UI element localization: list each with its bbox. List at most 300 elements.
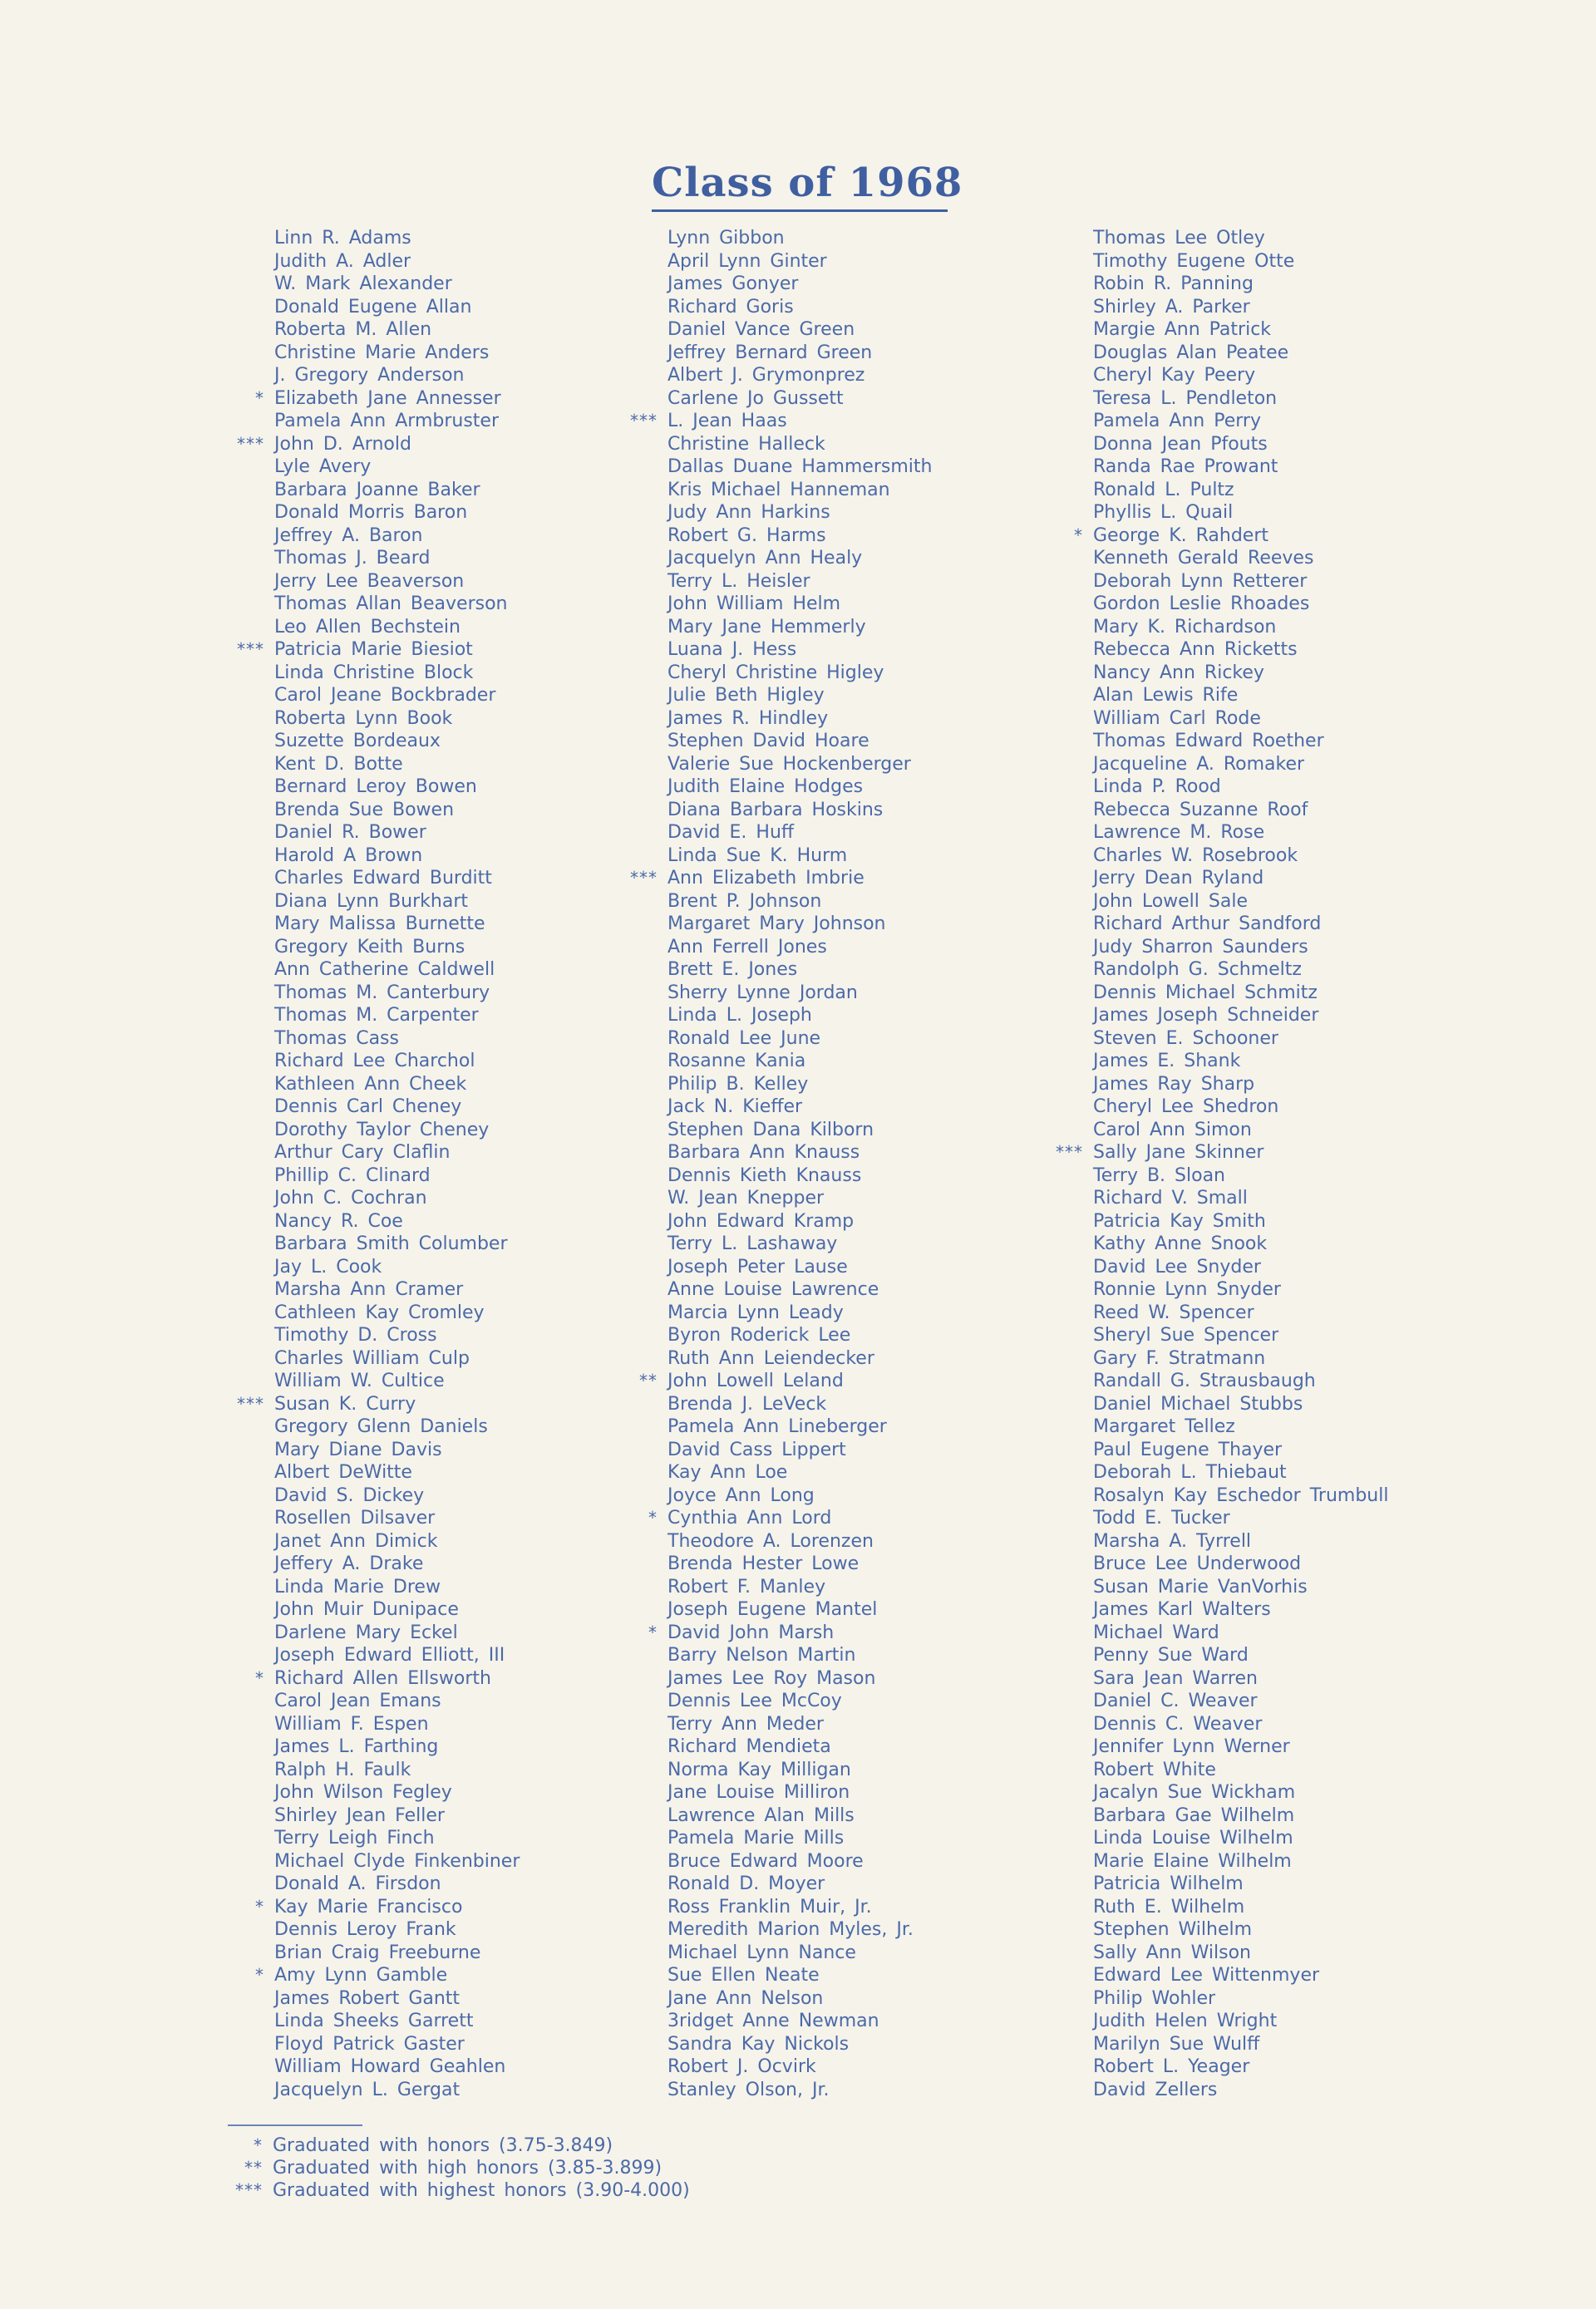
graduate-name-text: Stephen Dana Kilborn [667,1119,874,1140]
graduate-name-text: Dorothy Taylor Cheney [274,1119,490,1140]
graduate-name [667,1141,932,1164]
graduate-name-text: Sara Jean Warren [1093,1667,1258,1689]
graduate-name-text: Phillip C. Clinard [274,1164,431,1186]
graduate-name [1093,867,1388,890]
graduate-name-text: Randa Rae Prowant [1093,456,1278,477]
graduate-name-text: Barbara Smith Columber [274,1233,508,1254]
graduate-name-text: John William Helm [667,593,841,614]
graduate-name-text: Thomas Allan Beaverson [274,593,508,614]
graduate-name-text: 3ridget Anne Newman [667,2011,879,2031]
graduate-name-text: Marsha Ann Cramer [274,1279,464,1300]
graduate-name [667,2033,932,2056]
graduate-name [667,1530,932,1553]
graduate-name-text: Margaret Tellez [1093,1416,1235,1437]
graduate-name [1093,1942,1388,1965]
graduate-name [1093,547,1388,570]
title-underline [652,209,948,212]
graduate-name [1093,638,1388,662]
graduate-name [667,1256,932,1279]
graduate-name-text: Alan Lewis Rife [1093,685,1239,706]
graduate-name [667,547,932,570]
graduate-name [274,2010,520,2033]
graduate-name [1093,1393,1388,1416]
graduate-name [1093,342,1388,365]
graduate-name [667,318,932,342]
graduate-name-text: Julie Beth Higley [667,685,825,706]
graduate-name [274,1347,520,1371]
graduate-name-text: David Zellers [1093,2079,1218,2100]
footnotes [235,2134,690,2202]
graduate-name [274,1141,520,1164]
graduate-name-text: John D. Arnold [274,433,411,455]
graduate-name-text: Terry L. Heisler [667,570,810,592]
graduate-name-text: Margie Ann Patrick [1093,319,1272,340]
graduate-name-text: Linda Christine Block [274,662,474,683]
graduate-name-text: Thomas Cass [274,1027,399,1049]
graduate-name [1093,1964,1388,1987]
graduate-name [1093,821,1388,844]
graduate-name [274,1553,520,1576]
graduate-name [237,1393,520,1416]
graduate-name [274,501,520,524]
graduate-name-text: Jane Louise Milliron [667,1782,850,1803]
graduate-name [1093,1850,1388,1873]
graduate-name [1093,662,1388,685]
graduate-name [1093,1873,1388,1896]
graduate-name [667,1233,932,1256]
graduate-name [274,1644,520,1667]
graduate-name-text: John Lowell Leland [667,1371,844,1391]
graduate-name [1093,753,1388,776]
graduate-name-text: David John Marsh [667,1622,835,1643]
graduate-name [667,775,932,799]
graduate-name [1093,958,1388,982]
graduate-name [274,1233,520,1256]
footnote-divider [228,2124,362,2126]
graduate-name-text: James Gonyer [667,273,799,294]
graduate-name [274,1187,520,1210]
graduate-name-text: Joseph Edward Elliott, III [274,1645,505,1666]
graduate-name [667,753,932,776]
graduate-name-text: Roberta Lynn Book [274,707,453,729]
honors-marker: * [255,1896,264,1917]
graduate-name [667,958,932,982]
graduate-name-text: Judy Sharron Saunders [1093,936,1308,958]
graduate-name-text: Valerie Sue Hockenberger [667,753,911,775]
graduate-name [1093,1164,1388,1188]
graduate-name [1093,844,1388,868]
graduate-name [1093,1256,1388,1279]
graduate-name-text: Rebecca Suzanne Roof [1093,799,1308,820]
graduate-name-text: Donna Jean Pfouts [1093,433,1268,455]
graduate-name-text: Bernard Leroy Bowen [274,776,477,797]
graduate-name-text: Sherry Lynne Jordan [667,982,858,1003]
graduate-name [667,1873,932,1896]
graduate-name [1093,1302,1388,1325]
graduate-name-text: Nancy Ann Rickey [1093,662,1264,683]
graduate-name-text: Linda Sheeks Garrett [274,2011,474,2031]
graduate-name [274,707,520,731]
graduate-name [667,1187,932,1210]
graduate-name-text: Jeffrey A. Baron [274,524,423,546]
graduate-name-text: Terry Leigh Finch [274,1828,435,1849]
graduate-name-text: Terry L. Lashaway [667,1233,838,1254]
graduate-name-text: Cynthia Ann Lord [667,1508,832,1529]
graduate-name [630,410,932,433]
graduate-name [1093,2010,1388,2033]
graduate-name [667,296,932,319]
graduate-name-text: Judy Ann Harkins [667,502,830,523]
graduate-name-text: Linda Marie Drew [274,1576,441,1598]
graduate-name-text: James L. Farthing [274,1736,439,1757]
graduate-name-text: Randall G. Strausbaugh [1093,1371,1316,1391]
graduate-name [667,1050,932,1073]
graduate-name [274,2079,520,2102]
graduate-name-text: Amy Lynn Gamble [274,1965,448,1986]
graduate-name [667,1735,932,1759]
graduate-name [667,2055,932,2079]
graduate-name-text: Carol Jean Emans [274,1691,441,1711]
graduate-name [1093,1759,1388,1782]
graduate-name-text: James Lee Roy Mason [667,1667,876,1689]
graduate-name [274,2055,520,2079]
graduate-name-text: Thomas J. Beard [274,548,431,569]
graduate-name-text: Daniel Michael Stubbs [1093,1393,1303,1415]
graduate-name [274,547,520,570]
graduate-name [667,1484,932,1508]
graduate-name-text: Sally Ann Wilson [1093,1942,1251,1963]
graduate-name-text: Sue Ellen Neate [667,1965,820,1986]
graduate-name [1093,433,1388,456]
graduate-name [1093,890,1388,913]
graduate-name [274,1918,520,1942]
graduate-name-text: Susan Marie VanVorhis [1093,1576,1308,1598]
graduate-name-text: Lawrence M. Rose [1093,822,1265,843]
graduate-name [1093,1827,1388,1850]
graduate-name [667,501,932,524]
graduate-name [1093,479,1388,502]
graduate-name [1093,1507,1388,1530]
graduate-name [274,1370,520,1393]
graduate-name-text: Brent P. Johnson [667,890,822,912]
graduate-name [667,1896,932,1919]
graduate-name-text: John Muir Dunipace [274,1599,459,1620]
graduate-name [1093,1781,1388,1804]
graduate-name-text: Penny Sue Ward [1093,1645,1249,1666]
graduate-name [274,1050,520,1073]
graduate-name-text: David Lee Snyder [1093,1256,1261,1278]
graduate-name [667,1827,932,1850]
graduate-name-text: Pamela Ann Perry [1093,411,1261,431]
graduate-name [667,1987,932,2011]
graduate-name [274,2033,520,2056]
graduate-name-text: Patricia Wilhelm [1093,1873,1244,1894]
graduate-name [274,844,520,868]
graduate-name-text: Teresa L. Pendleton [1093,387,1278,409]
graduate-name [274,821,520,844]
graduate-name [667,387,932,411]
graduate-name-text: John Wilson Fegley [274,1782,452,1803]
graduate-name [274,1439,520,1462]
graduate-name [1056,1141,1388,1164]
graduate-name [667,1073,932,1096]
graduate-name-text: Rosanne Kania [667,1051,806,1071]
graduate-name [1093,455,1388,479]
graduate-name-text: Joseph Peter Lause [667,1256,848,1278]
graduate-name-text: Carlene Jo Gussett [667,387,844,409]
graduate-name [274,455,520,479]
name-column-3 [1056,227,1389,2101]
graduate-name [667,1667,932,1691]
graduate-name [274,958,520,982]
graduate-name-text: Robert J. Ocvirk [667,2056,816,2077]
graduate-name-text: Lawrence Alan Mills [667,1804,855,1826]
graduate-name-text: Floyd Patrick Gaster [274,2033,465,2055]
graduate-name-text: Timothy D. Cross [274,1325,437,1346]
graduate-name [237,638,520,662]
graduate-name [667,982,932,1005]
graduate-name-text: Kenneth Gerald Reeves [1093,548,1314,569]
graduate-name [1093,364,1388,387]
graduate-name-text: Lynn Gibbon [667,228,785,249]
graduate-name-text: Marcia Lynn Leady [667,1302,844,1323]
graduate-name-text: Charles Edward Burditt [274,868,492,889]
graduate-name-text: Cheryl Kay Peery [1093,365,1256,386]
graduate-name [1093,296,1388,319]
graduate-name [1093,982,1388,1005]
graduate-name-text: Stephen Wilhelm [1093,1919,1253,1940]
graduate-name-text: Jane Ann Nelson [667,1987,824,2009]
graduate-name-text: Dennis Kieth Knauss [667,1164,862,1186]
graduate-name-text: Richard Arthur Sandford [1093,913,1322,934]
graduate-name-text: Dallas Duane Hammersmith [667,456,933,477]
graduate-name [274,1759,520,1782]
graduate-name-text: Darlene Mary Eckel [274,1622,458,1643]
graduate-name [1093,1095,1388,1119]
graduate-name-text: Meredith Marion Myles, Jr. [667,1919,914,1940]
graduate-name [1093,1667,1388,1691]
graduate-name [1093,501,1388,524]
graduate-name-text: Harold A Brown [274,844,423,866]
graduate-name-text: Cheryl Christine Higley [667,662,884,683]
graduate-name-text: Rosalyn Kay Eschedor Trumbull [1093,1484,1389,1506]
name-column-2 [630,227,933,2101]
graduate-name [667,1004,932,1027]
graduate-name-text: Robert White [1093,1759,1216,1780]
graduate-name-text: Jerry Lee Beaverson [274,570,465,592]
graduate-name [274,799,520,822]
graduate-name-text: Charles William Culp [274,1347,470,1369]
graduate-name-text: Robin R. Panning [1093,273,1254,294]
graduate-name [274,936,520,959]
graduate-name [1093,1119,1388,1142]
graduate-name-text: Diana Lynn Burkhart [274,890,469,912]
graduate-name [274,913,520,936]
graduate-name-text: Dennis Michael Schmitz [1093,982,1318,1003]
graduate-name [1093,387,1388,411]
graduate-name [1093,1210,1388,1233]
graduate-name-text: Theodore A. Lorenzen [667,1530,874,1552]
graduate-name [667,1804,932,1828]
graduate-name-text: Patricia Kay Smith [1093,1210,1266,1232]
graduate-name [667,2079,932,2102]
graduate-name-text: Lyle Avery [274,456,372,477]
graduate-name [667,1302,932,1325]
graduate-name [1093,250,1388,273]
graduate-name-text: Linn R. Adams [274,228,411,249]
graduate-name [667,1942,932,1965]
graduate-name [667,1644,932,1667]
footnote [244,2157,690,2179]
graduate-name-text: Stanley Olson, Jr. [667,2079,830,2100]
graduate-name [1093,1735,1388,1759]
graduate-name [274,227,520,250]
graduate-name [274,1804,520,1828]
graduate-name [667,1027,932,1051]
graduate-name [274,1302,520,1325]
graduate-name [667,1439,932,1462]
footnote-marker: ** [244,2158,263,2178]
graduate-name-text: Reed W. Spencer [1093,1302,1254,1323]
graduate-name-text: William F. Espen [274,1713,429,1735]
graduate-name [1093,593,1388,616]
graduate-name [667,250,932,273]
graduate-name-text: Shirley A. Parker [1093,296,1250,318]
graduate-name [1093,1187,1388,1210]
graduate-name-text: Phyllis L. Quail [1093,502,1234,523]
graduate-name-text: Kay Ann Loe [667,1462,788,1483]
graduate-name-text: Luana J. Hess [667,639,797,660]
graduate-name [667,1598,932,1622]
graduate-name [667,1713,932,1736]
graduate-name [274,1324,520,1347]
graduate-name [1093,1347,1388,1371]
graduate-name-text: Suzette Bordeaux [274,731,441,751]
graduate-name [667,1095,932,1119]
graduate-name [667,1918,932,1942]
graduate-name [274,1530,520,1553]
graduate-name [667,1553,932,1576]
graduate-name [1093,1233,1388,1256]
graduate-name [1093,1004,1388,1027]
graduate-name [667,821,932,844]
graduate-name [1093,1576,1388,1599]
graduate-name [1093,1804,1388,1828]
graduate-name [667,524,932,548]
graduate-name [667,662,932,685]
graduate-name-text: Thomas M. Canterbury [274,982,490,1003]
graduate-name-text: Joyce Ann Long [667,1484,815,1506]
graduate-name-text: Barbara Gae Wilhelm [1093,1804,1295,1826]
graduate-name-text: Gary F. Stratmann [1093,1347,1266,1369]
graduate-name [274,1576,520,1599]
graduate-name-text: Donald Eugene Allan [274,296,472,318]
graduate-name [274,593,520,616]
graduate-name-text: Marilyn Sue Wulff [1093,2033,1260,2055]
graduate-name-text: Brenda J. LeVeck [667,1393,827,1415]
graduate-name-text: Barbara Ann Knauss [667,1142,860,1163]
honors-marker: *** [237,639,264,659]
graduate-name [1074,524,1388,548]
graduate-name [1093,1415,1388,1439]
graduate-name-text: Shirley Jean Feller [274,1804,445,1826]
graduate-name [274,1027,520,1051]
graduate-name-text: Ralph H. Faulk [274,1759,411,1780]
graduate-name-text: Pamela Marie Mills [667,1828,845,1849]
graduate-name [630,867,932,890]
graduate-name [1093,1987,1388,2011]
graduate-name-text: Daniel Vance Green [667,319,855,340]
graduate-name-text: Terry Ann Meder [667,1713,824,1735]
honors-marker: * [648,1622,658,1642]
graduate-name-text: Janet Ann Dimick [274,1530,438,1552]
graduate-name-text: Albert DeWitte [274,1462,412,1483]
graduate-name [1093,410,1388,433]
graduate-name [1093,273,1388,296]
graduate-name-text: L. Jean Haas [667,411,787,431]
graduate-name-text: William Howard Geahlen [274,2056,506,2077]
graduate-name-text: Jacqueline A. Romaker [1093,753,1305,775]
honors-marker: *** [1056,1142,1083,1162]
graduate-name [667,707,932,731]
graduate-name [255,1896,520,1919]
graduate-name [667,1850,932,1873]
graduate-name [1093,318,1388,342]
graduate-name-text: Thomas M. Carpenter [274,1005,479,1026]
graduate-name-text: David S. Dickey [274,1484,425,1506]
graduate-name-text: Richard Goris [667,296,794,318]
graduate-name [274,1873,520,1896]
graduate-name [667,844,932,868]
graduate-name [1093,616,1388,639]
graduate-name [1093,1484,1388,1508]
graduate-name-text: Albert J. Grymonprez [667,365,865,386]
graduate-name-text: Randolph G. Schmeltz [1093,959,1302,980]
graduate-name [667,433,932,456]
graduate-name [667,799,932,822]
graduate-name [1093,799,1388,822]
graduate-name [667,342,932,365]
graduate-name [667,1461,932,1484]
graduate-name [274,1850,520,1873]
graduate-name-text: Bruce Edward Moore [667,1850,864,1872]
graduate-name [274,1210,520,1233]
honors-marker: *** [630,868,658,888]
graduate-name [237,433,520,456]
graduate-name-text: Daniel C. Weaver [1093,1691,1258,1711]
graduate-name [639,1370,932,1393]
graduate-name [274,1484,520,1508]
graduate-name-text: Brenda Sue Bowen [274,799,455,820]
graduate-name-text: April Lynn Ginter [667,250,827,272]
graduate-name-text: Richard V. Small [1093,1188,1248,1209]
graduate-name [274,1622,520,1645]
graduate-name [667,616,932,639]
graduate-name-text: Thomas Edward Roether [1093,731,1324,751]
graduate-name-text: Ann Ferrell Jones [667,936,827,958]
graduate-name [274,318,520,342]
graduate-name [1093,1027,1388,1051]
graduate-name-text: Douglas Alan Peatee [1093,342,1289,363]
graduate-name-text: Donald Morris Baron [274,502,468,523]
graduate-name-text: Edward Lee Wittenmyer [1093,1965,1320,1986]
graduate-name [1093,1050,1388,1073]
graduate-name-text: Ronald D. Moyer [667,1873,825,1894]
graduate-name-text: Jacalyn Sue Wickham [1093,1782,1296,1803]
graduate-name [274,1735,520,1759]
graduate-name-text: Linda Sue K. Hurm [667,844,848,866]
graduate-name-text: Robert F. Manley [667,1576,826,1598]
